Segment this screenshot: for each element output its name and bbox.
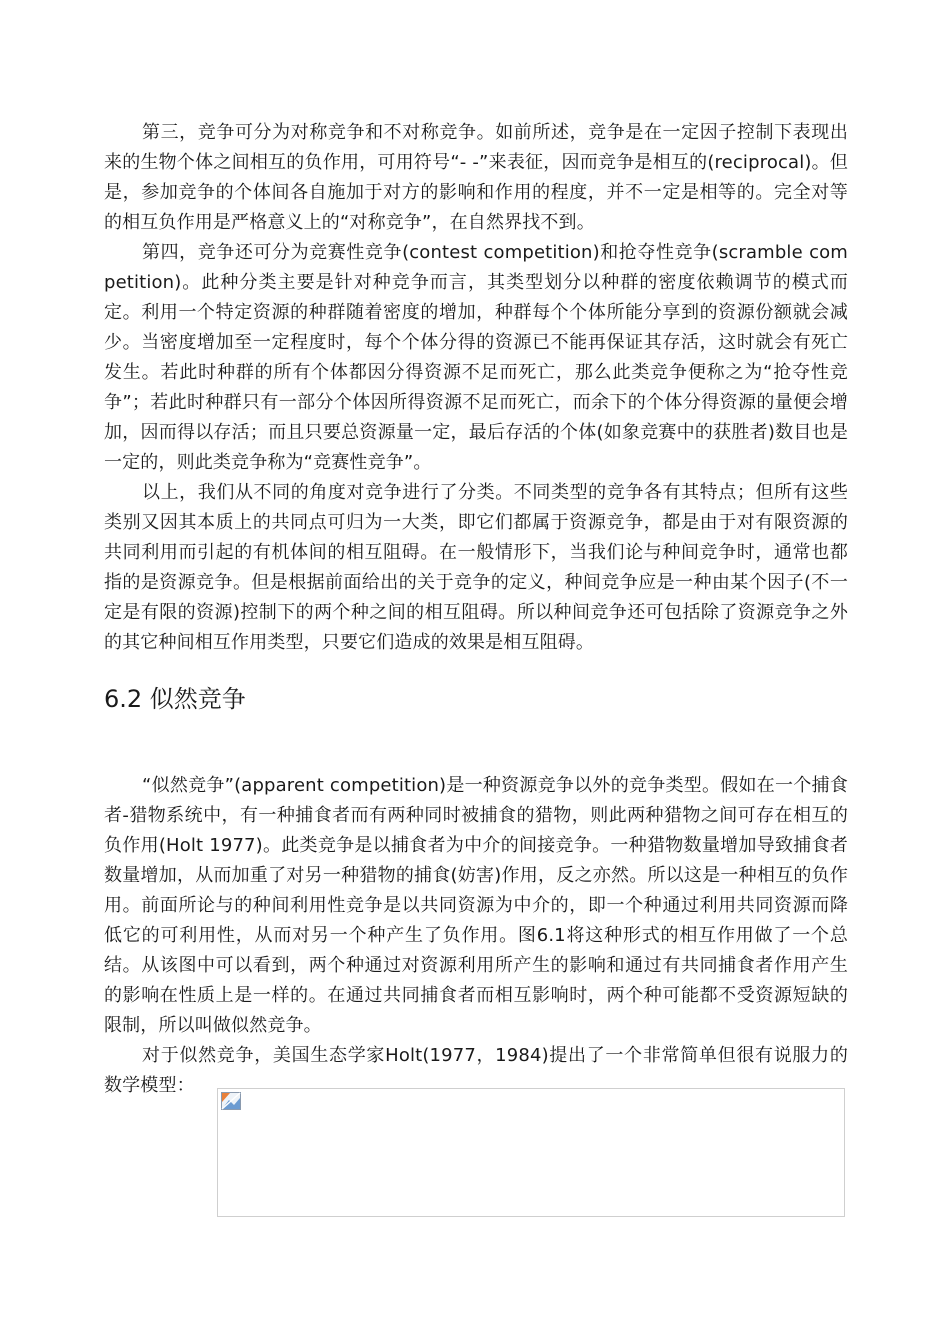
formula-image-placeholder [217,1088,845,1217]
paragraph-contest-scramble-competition: 第四，竞争还可分为竞赛性竞争(contest competition)和抢夺性竞争(scramble competition)。此种分类主要是针对种竞争而言，其类型划分以种群的密度依赖调节的模式而定。利用一个特定资源的种群随着密度的增加，种群每个个体所能分享到的资源份额就会减少。当密度增加至一定程度时，每个个体分得的资源已不能再保证其存活，这时就会有死亡发生。若此时种群的所有个体都因分得资源不足而死亡，那么此类竞争便称之为“抢夺性竞争”；若此时种群只有一部分个体因所得资源不足而死亡，而余下的个体分得资源的量便会增加，因而得以存活；而且只要总资源量一定，最后存活的个体(如象竞赛中的获胜者)数目也是一定的，则此类竞争称为“竞赛性竞争”。 [104,242,848,473]
paragraph-symmetric-competition: 第三，竞争可分为对称竞争和不对称竞争。如前所述，竞争是在一定因子控制下表现出来的生物个体之间相互的负作用，可用符号“- -”来表征，因而竞争是相互的(reciprocal)。但是，参加竞争的个体间各自施加于对方的影响和作用的程度，并不一定是相等的。完全对等的相互负作用是严格意义上的“对称竞争”，在自然界找不到。 [104,122,848,233]
broken-image-icon [221,1092,241,1110]
paragraph-resource-competition-summary: 以上，我们从不同的角度对竞争进行了分类。不同类型的竞争各有其特点；但所有这些类别又因其本质上的共同点可归为一大类，即它们都属于资源竞争，都是由于对有限资源的共同利用而引起的有机体间的相互阻碍。在一般情形下，当我们论与种间竞争时，通常也都指的是资源竞争。但是根据前面给出的关于竞争的定义，种间竞争应是一种由某个因子(不一定是有限的资源)控制下的两个种之间的相互阻碍。所以种间竞争还可包括除了资源竞争之外的其它种间相互作用类型，只要它们造成的效果是相互阻碍。 [104,482,848,653]
section-2 [104,771,848,1101]
paragraph-apparent-competition-definition: “似然竞争”(apparent competition)是一种资源竞争以外的竞争类型。假如在一个捕食者-猎物系统中，有一种捕食者而有两种同时被捕食的猎物，则此两种猎物之间可存在相互的负作用(Holt 1977)。此类竞争是以捕食者为中介的间接竞争。一种猎物数量增加导致捕食者数量增加，从而加重了对另一种猎物的捕食(妨害)作用，反之亦然。所以这是一种相互的负作用。前面所论与的种间利用性竞争是以共同资源为中介的，即一个种通过利用共同资源而降低它的可利用性，从而对另一个种产生了负作用。图6.1将这种形式的相互作用做了一个总结。从该图中可以看到，两个种通过对资源利用所产生的影响和通过有共同捕食者作用产生的影响在性质上是一样的。在通过共同捕食者而相互影响时，两个种可能都不受资源短缺的限制，所以叫做似然竞争。 [104,775,848,1036]
section-heading-apparent-competition: 6.2 似然竞争 [104,685,246,713]
paragraph-holt-model-intro: 对于似然竞争，美国生态学家Holt(1977，1984)提出了一个非常简单但很有说服力的数学模型： [104,1045,848,1096]
section-1 [104,118,848,658]
